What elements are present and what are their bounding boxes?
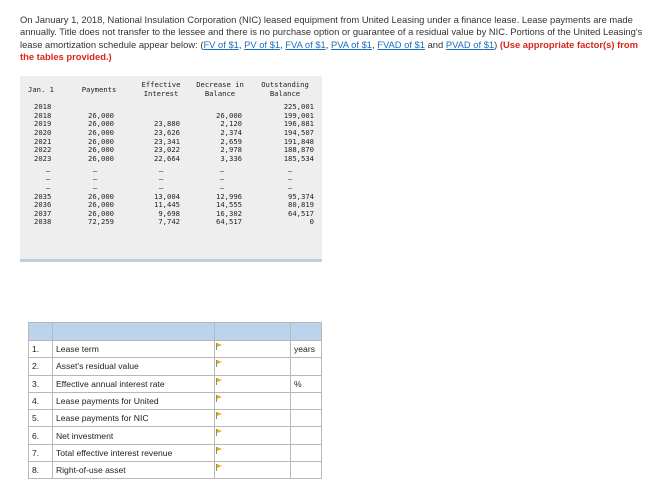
row-unit: [290, 392, 321, 409]
schedule-cell-payment: 26,000: [88, 119, 114, 129]
schedule-cell-payment: 26,000: [88, 200, 114, 210]
answer-table: [28, 322, 322, 479]
close-paren: ): [494, 38, 498, 50]
flag-icon: [216, 343, 222, 350]
row-unit: years: [290, 341, 321, 358]
header-cell: [290, 323, 321, 341]
row-unit: [290, 444, 321, 461]
flag-icon: [216, 412, 222, 419]
schedule-cell-balance: 185,534: [283, 153, 314, 163]
flag-icon: [216, 360, 222, 367]
row-unit: [290, 427, 321, 444]
schedule-cell-payment: 26,000: [88, 110, 114, 120]
row-label: Net investment: [52, 427, 214, 444]
amortization-schedule: [20, 76, 322, 262]
header-date: Jan. 1: [28, 85, 54, 94]
answer-input[interactable]: [215, 444, 291, 461]
flag-icon: [216, 464, 222, 471]
row-number: 4.: [29, 392, 53, 409]
schedule-cell-interest: 23,022: [154, 145, 180, 155]
schedule-cell-interest: 22,664: [154, 153, 180, 163]
header-effective-interest: [132, 80, 190, 98]
flag-icon: [216, 447, 222, 454]
row-unit: [290, 358, 321, 375]
schedule-cell-payment: 26,000: [88, 127, 114, 137]
schedule-cell-decrease: 16,302: [216, 208, 242, 218]
schedule-cell-decrease: 64,517: [216, 217, 242, 227]
row-unit: [290, 462, 321, 479]
schedule-cell-payment: –: [92, 182, 98, 192]
schedule-cell-year: 2018: [34, 110, 52, 120]
schedule-cell-decrease: 12,996: [216, 191, 242, 201]
link-fvad-of-1[interactable]: FVAD of $1: [377, 38, 425, 50]
link-fva-of-1[interactable]: FVA of $1: [285, 38, 326, 50]
schedule-cell-balance: –: [287, 182, 293, 192]
row-number: 8.: [29, 462, 53, 479]
schedule-cell-balance: –: [287, 165, 293, 175]
schedule-cell-balance: 64,517: [288, 208, 314, 218]
schedule-cell-decrease: 14,555: [216, 200, 242, 210]
link-separator: ,: [372, 38, 378, 50]
schedule-cell-interest: 11,445: [154, 200, 180, 210]
schedule-cell-interest: 23,341: [154, 136, 180, 146]
answer-table-header: [29, 323, 322, 341]
schedule-cell-interest: 7,742: [158, 217, 180, 227]
header-decrease-line1: Decrease in: [196, 80, 244, 89]
link-separator: ,: [280, 38, 286, 50]
schedule-cell-decrease: 2,120: [220, 119, 242, 129]
header-cell: [52, 323, 214, 341]
schedule-cell-balance: 194,507: [283, 127, 314, 137]
answer-row: [29, 444, 322, 461]
row-number: 2.: [29, 358, 53, 375]
header-cell: [29, 323, 53, 341]
header-payments: Payments: [81, 85, 117, 94]
schedule-cell-balance: 199,001: [283, 110, 314, 120]
row-unit: %: [290, 375, 321, 392]
flag-icon: [216, 378, 222, 385]
answer-input[interactable]: [215, 462, 291, 479]
schedule-cell-payment: 26,000: [88, 136, 114, 146]
answer-row: [29, 341, 322, 358]
header-outstanding-balance: [252, 80, 318, 98]
row-label: Right-of-use asset: [52, 462, 214, 479]
row-label: Effective annual interest rate: [52, 375, 214, 392]
schedule-cell-balance: –: [287, 174, 293, 184]
schedule-cell-year: 2022: [34, 145, 52, 155]
flag-icon: [216, 395, 222, 402]
schedule-cell-year: 2038: [34, 217, 52, 227]
schedule-cell-payment: 26,000: [88, 191, 114, 201]
schedule-cell-decrease: –: [219, 165, 225, 175]
link-fv-of-1[interactable]: FV of $1: [203, 38, 239, 50]
schedule-cell-year: 2035: [34, 191, 52, 201]
instruction-hint: (Use appropriate factor(s) from the tables provided.): [20, 38, 638, 62]
schedule-cell-decrease: –: [219, 182, 225, 192]
answer-input[interactable]: [215, 375, 291, 392]
schedule-cell-payment: 26,000: [88, 208, 114, 218]
schedule-cell-decrease: 3,336: [220, 153, 242, 163]
row-number: 7.: [29, 444, 53, 461]
row-label: Lease payments for United: [52, 392, 214, 409]
link-separator: ,: [325, 38, 331, 50]
link-pv-of-1[interactable]: PV of $1: [244, 38, 281, 50]
schedule-cell-interest: 9,698: [158, 208, 180, 218]
schedule-cell-year: –: [45, 174, 51, 184]
schedule-cell-balance: 196,881: [283, 119, 314, 129]
schedule-cell-year: 2020: [34, 127, 52, 137]
problem-text: On January 1, 2018, National Insulation Corporation (NIC) leased equipment from United Leasing under a finance lease. Lease payments are made annually. Title does not transfer to the lessee and there is no purchase option or guarantee of a residual value by NIC. Portions of the United Leasing's lease amortization schedule appear below: (: [20, 14, 643, 50]
schedule-cell-decrease: 2,374: [220, 127, 242, 137]
schedule-cell-interest: –: [158, 182, 164, 192]
row-unit: [290, 410, 321, 427]
schedule-cell-year: 2037: [34, 208, 52, 218]
schedule-cell-balance: 80,819: [288, 200, 314, 210]
header-effective-interest-line1: Effective: [141, 80, 181, 89]
schedule-cell-year: 2021: [34, 136, 52, 146]
answer-input[interactable]: [215, 410, 291, 427]
header-decrease-balance: [192, 80, 248, 98]
header-outstanding-line1: Outstanding: [261, 80, 309, 89]
problem-statement: On January 1, 2018, National Insulation Corporation (NIC) leased equipment from United Leasing under a finance lease. Lease payments are made annually. Title does not transfer to the lessee and there is no purchase option or guarantee of a residual value by NIC. Portions of the United Leasing's lease amortization schedule appear below: (FV of $1, PV of $1, FVA of $1, PVA of $1, FVAD of $1 and PVAD of $1) (Use appropriate factor(s) from the tables provided.): [20, 14, 643, 62]
row-label: Lease term: [52, 341, 214, 358]
schedule-cell-interest: 13,004: [154, 191, 180, 201]
answer-row: [29, 410, 322, 427]
schedule-cell-balance: 95,374: [288, 191, 314, 201]
answer-row: [29, 358, 322, 375]
schedule-cell-payment: 26,000: [88, 153, 114, 163]
schedule-cell-interest: –: [158, 174, 164, 184]
schedule-cell-year: 2036: [34, 200, 52, 210]
schedule-cell-balance: 0: [309, 217, 314, 227]
header-decrease-line2: Balance: [204, 89, 236, 98]
schedule-cell-year: 2018: [34, 102, 52, 111]
schedule-cell-interest: 23,626: [154, 127, 180, 137]
schedule-cell-interest: –: [158, 165, 164, 175]
answer-row: [29, 427, 322, 444]
row-number: 3.: [29, 375, 53, 392]
schedule-cell-payment: 72,259: [88, 217, 114, 227]
schedule-cell-balance: 188,870: [283, 145, 314, 155]
row-label: Lease payments for NIC: [52, 410, 214, 427]
flag-icon: [216, 429, 222, 436]
schedule-cell-decrease: 2,659: [220, 136, 242, 146]
schedule-cell-decrease: 2,978: [220, 145, 242, 155]
answer-row: [29, 392, 322, 409]
row-label: Asset's residual value: [52, 358, 214, 375]
schedule-cell-decrease: –: [219, 174, 225, 184]
header-outstanding-line2: Balance: [269, 89, 301, 98]
schedule-cell-year: –: [45, 165, 51, 175]
schedule-cell-year: –: [45, 182, 51, 192]
link-separator: ,: [238, 38, 245, 50]
answer-row: [29, 375, 322, 392]
schedule-cell-payment: –: [92, 174, 98, 184]
answer-input[interactable]: [215, 341, 291, 358]
schedule-cell-balance: 225,001: [283, 102, 314, 111]
schedule-cell-interest: 23,880: [154, 119, 180, 129]
schedule-cell-balance: 191,848: [283, 136, 314, 146]
row-number: 5.: [29, 410, 53, 427]
schedule-cell-payment: 26,000: [88, 145, 114, 155]
header-effective-interest-line2: Interest: [143, 89, 179, 98]
schedule-cell-year: 2023: [34, 153, 52, 163]
link-pvad-of-1[interactable]: PVAD of $1: [445, 38, 495, 50]
row-number: 6.: [29, 427, 53, 444]
row-label: Total effective interest revenue: [52, 444, 214, 461]
row-number: 1.: [29, 341, 53, 358]
schedule-cell-payment: –: [92, 165, 98, 175]
answer-input[interactable]: [215, 358, 291, 375]
answer-row: [29, 462, 322, 479]
answer-input[interactable]: [215, 427, 291, 444]
schedule-cell-decrease: 26,000: [216, 110, 242, 120]
schedule-cell-year: 2019: [34, 119, 52, 129]
answer-input[interactable]: [215, 392, 291, 409]
header-cell: [215, 323, 291, 341]
link-pva-of-1[interactable]: PVA of $1: [331, 38, 372, 50]
